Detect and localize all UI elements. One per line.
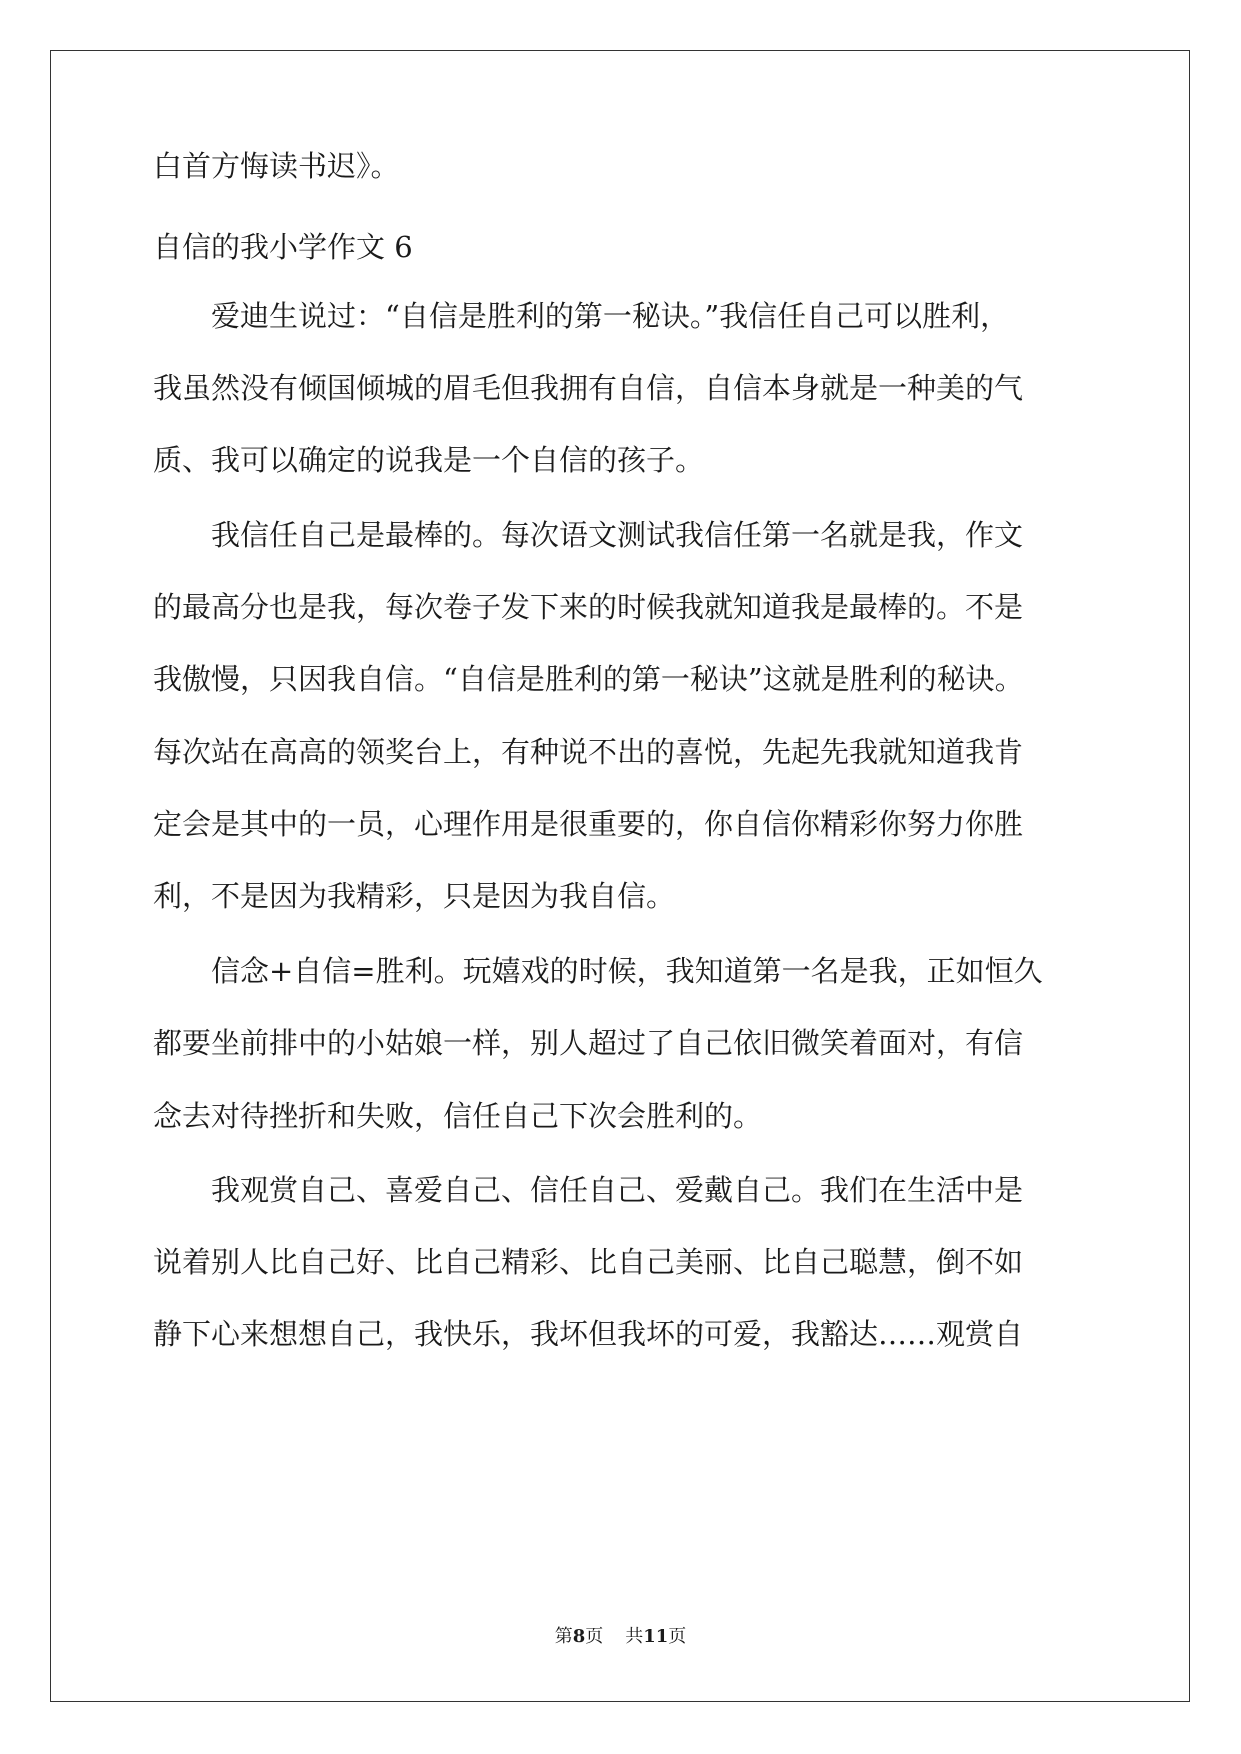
text-line: 白首方悔读书迟》。 [153, 149, 400, 183]
text-line: 我虽然没有倾国倾城的眉毛但我拥有自信，自信本身就是一种美的气 [153, 371, 1024, 405]
text-line: 我傲慢，只因我自信。“自信是胜利的第一秘诀”这就是胜利的秘诀。 [153, 662, 1024, 696]
text-line: 我观赏自己、喜爱自己、信任自己、爱戴自己。我们在生活中是 [211, 1173, 1024, 1207]
text-line: 爱迪生说过：“自信是胜利的第一秘诀。”我信任自己可以胜利， [211, 299, 1010, 333]
total-pages: 11 [643, 1626, 669, 1647]
section-heading: 自信的我小学作文 6 [153, 230, 413, 264]
text-line: 静下心来想想自己，我快乐，我坏但我坏的可爱，我豁达……观赏自 [153, 1317, 1024, 1351]
text-line: 都要坐前排中的小姑娘一样，别人超过了自己依旧微笑着面对，有信 [153, 1026, 1024, 1060]
text-line: 的最高分也是我，每次卷子发下来的时候我就知道我是最棒的。不是 [153, 590, 1024, 624]
text-line: 信念+自信=胜利。玩嬉戏的时候，我知道第一名是我，正如恒久 [211, 954, 1043, 988]
text-line: 定会是其中的一员，心理作用是很重要的，你自信你精彩你努力你胜 [153, 807, 1024, 841]
total-suffix: 页 [668, 1626, 687, 1647]
text-line: 我信任自己是最棒的。每次语文测试我信任第一名就是我，作文 [211, 518, 1024, 552]
text-line: 每次站在高高的领奖台上，有种说不出的喜悦，先起先我就知道我肯 [153, 735, 1024, 769]
page-number: 8 [572, 1626, 586, 1647]
page-prefix: 第 [554, 1626, 573, 1647]
page-footer [0, 1622, 1241, 1648]
page-suffix: 页 [585, 1626, 604, 1647]
text-line: 念去对待挫折和失败，信任自己下次会胜利的。 [153, 1099, 763, 1133]
text-line: 说着别人比自己好、比自己精彩、比自己美丽、比自己聪慧，倒不如 [153, 1245, 1024, 1279]
total-prefix: 共 [625, 1626, 644, 1647]
text-line: 利，不是因为我精彩，只是因为我自信。 [153, 879, 676, 913]
text-line: 质、我可以确定的说我是一个自信的孩子。 [153, 443, 705, 477]
